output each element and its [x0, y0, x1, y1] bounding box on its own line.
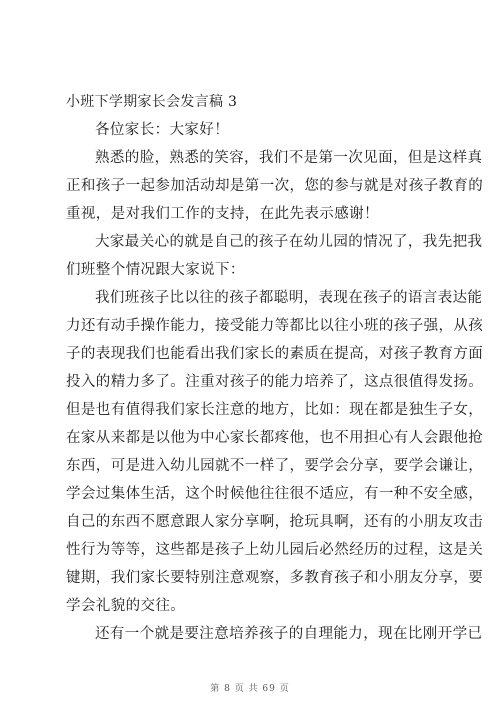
paragraph-line: 们班整个情况跟大家说下：	[66, 262, 245, 278]
paragraph-line: 我们班孩子比以往的孩子都聪明，表现在孩子的语言表达能	[95, 290, 483, 306]
paragraph-line: 熟悉的脸，熟悉的笑容，我们不是第一次见面，但是这样真	[95, 150, 483, 166]
paragraph-line: 重视，是对我们工作的支持，在此先表示感谢！	[66, 206, 379, 222]
paragraph-line: 大家最关心的就是自己的孩子在幼儿园的情况了，我先把我	[95, 234, 483, 250]
paragraph-line: 性行为等等，这些都是孩子上幼儿园后必然经历的过程，这是关	[66, 542, 484, 558]
page-number-footer: 第 8 页 共 69 页	[210, 684, 290, 694]
paragraph-line: 正和孩子一起参加活动却是第一次，您的参与就是对孩子教育的	[66, 178, 484, 194]
paragraph-line: 自己的东西不愿意跟人家分享啊，抢玩具啊，还有的小朋友攻击	[66, 514, 484, 530]
paragraph-line: 学会过集体生活，这个时候他往往很不适应，有一种不安全感，	[66, 486, 484, 502]
greeting-line: 各位家长：大家好！	[95, 122, 230, 138]
paragraph-line: 学会礼貌的交往。	[66, 598, 186, 614]
paragraph-line: 东西，可是进入幼儿园就不一样了，要学会分享，要学会谦让，	[66, 458, 484, 474]
document-title: 小班下学期家长会发言稿 3	[66, 94, 238, 110]
paragraph-line: 还有一个就是要注意培养孩子的自理能力，现在比刚开学已	[95, 626, 483, 642]
paragraph-line: 但是也有值得我们家长注意的地方，比如：现在都是独生子女，	[66, 402, 484, 418]
paragraph-line: 力还有动手操作能力，接受能力等都比以往小班的孩子强，从孩	[66, 318, 484, 334]
paragraph-line: 在家从来都是以他为中心家长都疼他，也不用担心有人会跟他抢	[66, 430, 484, 446]
paragraph-line: 键期，我们家长要特别注意观察，多教育孩子和小朋友分享，要	[66, 570, 484, 586]
paragraph-line: 投入的精力多了。注重对孩子的能力培养了，这点很值得发扬。	[66, 374, 484, 390]
paragraph-line: 子的表现我们也能看出我们家长的素质在提高，对孩子教育方面	[66, 346, 484, 362]
